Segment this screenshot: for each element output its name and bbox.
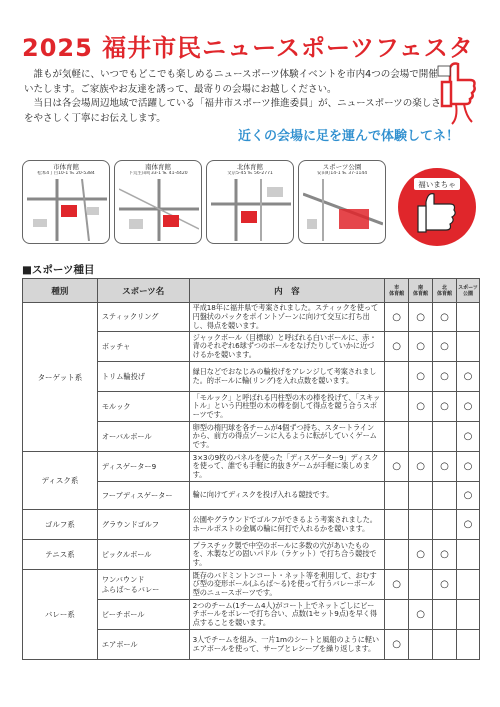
venue-availability-cell	[456, 600, 479, 630]
venue-availability-cell	[385, 362, 409, 392]
venue-name: 市体育館	[53, 163, 79, 171]
venue-availability-cell	[433, 392, 457, 422]
category-cell	[23, 570, 98, 660]
sport-name: スティックリング	[97, 303, 189, 332]
venue-availability-cell	[456, 630, 479, 660]
venue-availability-cell	[385, 540, 409, 570]
sport-name: フーブディスゲーター	[97, 482, 189, 510]
venue-availability-cell	[409, 510, 433, 540]
header-venue-1	[385, 279, 409, 303]
availability-mark: ○	[416, 461, 425, 473]
sport-name: グラウンドゴルフ	[97, 510, 189, 540]
header-venue-2-label: 南 体育館	[413, 284, 429, 297]
venue-availability-cell	[409, 630, 433, 660]
category-cell	[23, 510, 98, 540]
category-label: ターゲット系	[37, 372, 83, 382]
table-row	[23, 510, 480, 540]
venue-availability-cell	[433, 540, 457, 570]
page-title: 2025 福井市民ニュースポーツフェスタ	[22, 34, 474, 62]
intro-text	[24, 68, 444, 126]
header-category: 種別	[23, 279, 98, 303]
header-venue-4-label: スポーツ 公園	[458, 284, 478, 297]
venue-availability-cell	[456, 303, 479, 332]
venue-availability-cell	[409, 452, 433, 482]
venue-availability-cell	[409, 600, 433, 630]
venue-availability-cell	[433, 600, 457, 630]
venue-availability-cell	[385, 630, 409, 660]
table-row	[23, 452, 480, 482]
category-cell	[23, 452, 98, 510]
venue-map-card	[22, 160, 110, 244]
availability-mark: ○	[463, 401, 473, 413]
availability-mark: ○	[416, 311, 425, 323]
sport-description: 既存のバドミントンコート・ネット等を利用して、おむすび型の変形ボール(ふらば～る)を使って行うバレーボール型のニュースポーツです。	[189, 570, 385, 600]
venue-availability-cell	[433, 510, 457, 540]
logo-text: 福いまちゃ	[418, 180, 456, 189]
header-venue-3-label: 北 体育館	[437, 284, 453, 297]
sport-description: 公園やグラウンドでゴルフができるよう考案されました。ホールポストの金属の輪に何打で入れるかを競います。	[189, 510, 385, 540]
table-body	[23, 303, 480, 660]
venue-availability-cell	[433, 452, 457, 482]
slogan: 近くの会場に足を運んで体験してネ！	[238, 129, 460, 144]
venue-availability-cell	[409, 303, 433, 332]
sport-description: 2つのチーム(1チーム4人)がコート上でネットごしにビーチボールをボレーで打ち合い、点数(1セット9点)を早く得点することを競います。	[189, 600, 385, 630]
venue-availability-cell	[433, 422, 457, 452]
venue-availability-cell	[433, 482, 457, 510]
venue-availability-cell	[433, 332, 457, 362]
sport-description: ジャックボール（目標球）と呼ばれる白いボールに、赤・青のそれぞれ6球ずつのボールをなげたりしていかに近づけるかを競います。	[189, 332, 385, 362]
venue-availability-cell	[433, 630, 457, 660]
venue-availability-cell	[385, 422, 409, 452]
venue-availability-cell	[456, 452, 479, 482]
venue-availability-cell	[456, 392, 479, 422]
availability-mark: ○	[440, 549, 449, 561]
venue-map-illustration	[27, 179, 107, 241]
venue-map-card	[114, 160, 202, 244]
venue-address: 文京5-45 ℡ 56-2771	[227, 171, 273, 176]
sport-name: ボッチャ	[97, 332, 189, 362]
header-sport: スポーツ名	[97, 279, 189, 303]
sport-name: モルック	[97, 392, 189, 422]
availability-mark: ○	[463, 519, 473, 531]
venue-availability-cell	[409, 570, 433, 600]
availability-mark: ○	[416, 609, 425, 621]
table-row	[23, 540, 480, 570]
header-content: 内 容	[189, 279, 385, 303]
availability-mark: ○	[416, 401, 425, 413]
table-header-row	[23, 279, 480, 303]
availability-mark: ○	[463, 371, 473, 383]
venue-availability-cell	[456, 510, 479, 540]
sport-description: 「モルック」と呼ばれる円柱型の木の棒を投げて、「スキットル」という円柱型の木の棒を倒して得点を競う合うスポーツです。	[189, 392, 385, 422]
venue-availability-cell	[409, 540, 433, 570]
sport-name: ディスゲーター9	[97, 452, 189, 482]
availability-mark: ○	[463, 490, 473, 502]
venue-name: スポーツ公園	[322, 163, 362, 171]
availability-mark: ○	[440, 341, 449, 353]
category-cell	[23, 540, 98, 570]
sport-name: ビーチボール	[97, 600, 189, 630]
venue-availability-cell	[409, 422, 433, 452]
venue-availability-cell	[409, 482, 433, 510]
availability-mark: ○	[392, 461, 401, 473]
sport-description: 3×3の9枚のパネルを使った「ディスゲーター9」ディスクを使って、誰でも手軽に的抜きゲームが手軽に楽しめます。	[189, 452, 385, 482]
venue-map-illustration	[211, 179, 291, 241]
venue-availability-cell	[409, 392, 433, 422]
category-label: バレー系	[44, 610, 75, 620]
availability-mark: ○	[440, 401, 449, 413]
thumbs-up-logo	[396, 166, 478, 248]
venue-name: 南体育館	[145, 163, 171, 171]
venue-address: 下荒生田町33-1 ℡ 41-4420	[128, 171, 188, 176]
availability-mark: ○	[416, 371, 425, 383]
header-venue-3	[433, 279, 457, 303]
availability-mark: ○	[416, 341, 425, 353]
venue-availability-cell	[409, 362, 433, 392]
venue-availability-cell	[385, 303, 409, 332]
category-cell	[23, 303, 98, 452]
availability-mark: ○	[392, 311, 401, 323]
venue-availability-cell	[433, 570, 457, 600]
mascot-thumbs-up-illustration	[436, 60, 482, 126]
venue-availability-cell	[385, 510, 409, 540]
table-row	[23, 303, 480, 332]
sport-name: エアボール	[97, 630, 189, 660]
section-label: ■スポーツ種目	[22, 264, 95, 276]
venue-availability-cell	[385, 452, 409, 482]
venue-availability-cell	[456, 540, 479, 570]
venue-map-illustration	[119, 179, 199, 241]
venue-availability-cell	[456, 332, 479, 362]
sport-description: 輪に向けてディスクを投げ入れる競技です。	[189, 482, 385, 510]
sport-name: トリム輪投げ	[97, 362, 189, 392]
sport-description: 3人でチームを組み、一片1mのシートと風船のように軽いエアボールを使って、サーブとレシーブを繰り返します。	[189, 630, 385, 660]
venue-name: 北体育館	[237, 163, 263, 171]
venue-availability-cell	[456, 362, 479, 392]
header-venue-1-label: 市 体育館	[389, 284, 405, 297]
venue-availability-cell	[385, 392, 409, 422]
venue-map-card	[206, 160, 294, 244]
venue-availability-cell	[433, 362, 457, 392]
venue-availability-cell	[456, 570, 479, 600]
venue-availability-cell	[456, 482, 479, 510]
header-venue-2	[409, 279, 433, 303]
venue-availability-cell	[385, 482, 409, 510]
venue-map-card	[298, 160, 386, 244]
table-row	[23, 570, 480, 600]
availability-mark: ○	[416, 549, 425, 561]
availability-mark: ○	[463, 431, 473, 443]
sport-description: 平成18年に福井県で考案されました。スティックを使って円盤状のパックをポイントゾーンに向けて交互に打ち出し、得点を競います。	[189, 303, 385, 332]
venue-availability-cell	[385, 570, 409, 600]
sport-name: ワンバウンド ふらば～るバレー	[97, 570, 189, 600]
availability-mark: ○	[440, 311, 449, 323]
availability-mark: ○	[392, 639, 401, 651]
availability-mark: ○	[392, 341, 401, 353]
venue-availability-cell	[456, 422, 479, 452]
availability-mark: ○	[440, 579, 449, 591]
sport-name: ピックルボール	[97, 540, 189, 570]
availability-mark: ○	[392, 579, 401, 591]
intro-paragraph-1: 誰もが気軽に、いつでもどこでも楽しめるニュースポーツ体験イベントを市内4つの会場で開催いたします。ご家族やお友達を誘って、最寄りの会場にお越しください。	[24, 69, 438, 95]
sport-name: オーバルボール	[97, 422, 189, 452]
venue-availability-cell	[409, 332, 433, 362]
venue-address: 安田町14-1 ℡ 37-1144	[316, 171, 368, 176]
sport-description: プラスチック製で中空のボールに多数の穴があいたものを、木製などの固いパドル（ラケット）で打ち合う競技です。	[189, 540, 385, 570]
sport-description: 縁日などでおなじみの輪投げをアレンジして考案されました。的ボールに輪(リング)を入れ点数を競います。	[189, 362, 385, 392]
sports-table	[22, 278, 480, 660]
availability-mark: ○	[440, 461, 449, 473]
availability-mark: ○	[440, 371, 449, 383]
availability-mark: ○	[463, 461, 473, 473]
category-label: ディスク系	[41, 476, 79, 486]
category-label: ゴルフ系	[44, 520, 75, 530]
category-label: テニス系	[45, 550, 75, 560]
intro-paragraph-2: 当日は各会場周辺地域で活躍している「福井市スポーツ推進委員」が、ニュースポーツの楽しさをやさしく丁寧にお伝えします。	[24, 98, 441, 124]
venue-availability-cell	[385, 600, 409, 630]
venue-availability-cell	[385, 332, 409, 362]
header-venue-4	[456, 279, 479, 303]
venue-availability-cell	[433, 303, 457, 332]
venue-map-illustration	[303, 179, 383, 241]
sport-description: 卵型の楕円球を各チームが4個ずつ持ち、スタートラインから、前方の得点ゾーンに入るように転がしていくゲームです。	[189, 422, 385, 452]
venue-address: 松本4丁目10-1 ℡ 20-5384	[37, 171, 95, 176]
